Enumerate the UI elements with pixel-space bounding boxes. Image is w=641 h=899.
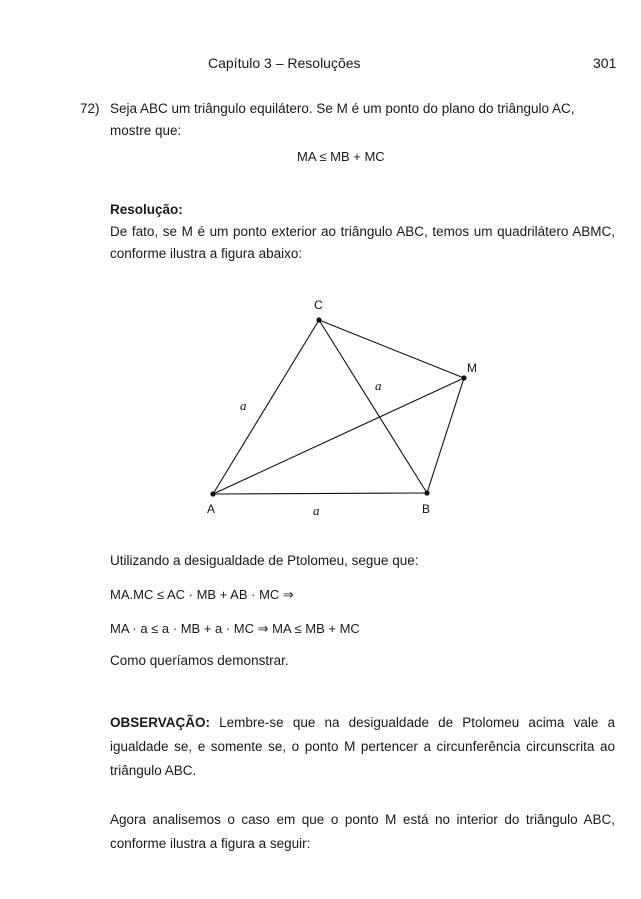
ptolemy-intro: Utilizando a desigualdade de Ptolomeu, segue que: (110, 553, 419, 568)
ptolemy-line2: MA · a ≤ a · MB + a · MC ⇒ MA ≤ MB + MC (110, 621, 360, 636)
segment-CB (319, 320, 427, 493)
chapter-title: Capítulo 3 – Resoluções (208, 55, 361, 71)
next-case-paragraph: Agora analisemos o caso em que o ponto M está no interior do triângulo ABC, conforme ilustra a figura a seguir: (110, 812, 615, 851)
segment-AC (213, 320, 319, 494)
page-number: 301 (593, 55, 617, 71)
label-side-AB: a (313, 503, 320, 518)
resolution-paragraph: De fato, se M é um ponto exterior ao triângulo ABC, temos um quadrilátero ABMC, conforme ilustra a figura abaixo: (110, 224, 615, 261)
vertex-M (461, 375, 466, 380)
segment-MB (427, 378, 464, 493)
label-side-BC: a (375, 378, 382, 393)
label-B: B (422, 502, 431, 516)
problem-statement-line1: Seja ABC um triângulo equilátero. Se M é um ponto do plano do triângulo AC, (110, 101, 575, 116)
vertex-B (424, 490, 429, 495)
label-A: A (207, 502, 216, 516)
segment-CM (319, 320, 464, 378)
observation-paragraph (110, 711, 615, 783)
ptolemy-line1: MA.MC ≤ AC · MB + AB · MC ⇒ (110, 587, 294, 602)
problem-statement-line2: mostre que: (110, 123, 182, 138)
inequality-statement: MA ≤ MB + MC (297, 149, 385, 164)
vertex-C (316, 317, 321, 322)
label-C: C (314, 298, 323, 312)
conclusion: Como queríamos demonstrar. (110, 653, 289, 668)
label-M: M (467, 361, 477, 375)
observation-text: Lembre-se que na desigualdade de Ptolomeu acima vale a igualdade se, e somente se, o ponto M pertencer a circunferência circunscrita ao triângulo ABC. (110, 715, 615, 778)
quadrilateral-figure (195, 290, 495, 520)
segment-AB (213, 493, 427, 494)
observation-label: OBSERVAÇÃO: (110, 715, 211, 730)
segment-AM (213, 378, 464, 494)
resolution-heading: Resolução: (110, 202, 183, 217)
label-side-AC: a (240, 398, 247, 413)
vertex-A (210, 491, 215, 496)
problem-number: 72) (80, 101, 100, 116)
